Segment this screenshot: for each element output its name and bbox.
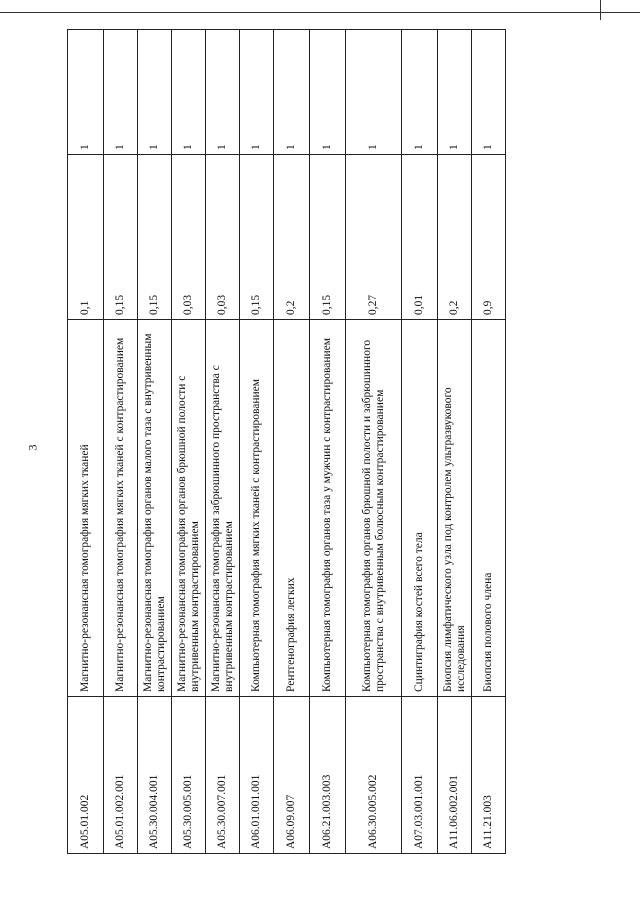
table-row — [68, 30, 104, 854]
service-name: Магнитно-резонансная томография мягких тканей — [68, 320, 104, 697]
multiplicity: 1 — [346, 30, 402, 155]
multiplicity: 1 — [274, 30, 310, 155]
table-row — [274, 30, 310, 854]
page-number: 3 — [25, 444, 40, 451]
frequency-coefficient: 0,15 — [138, 155, 172, 320]
frequency-coefficient: 0,15 — [240, 155, 274, 320]
frequency-coefficient: 0,27 — [346, 155, 402, 320]
service-name: Компьютерная томография мягких тканей с контрастированием — [240, 320, 274, 697]
table-row — [402, 30, 438, 854]
frequency-coefficient: 0,01 — [402, 155, 438, 320]
service-name: Биопсия лимфатического узла под контролем ультразвукового исследования — [438, 320, 472, 697]
multiplicity: 1 — [472, 30, 506, 155]
multiplicity: 1 — [68, 30, 104, 155]
table-row — [438, 30, 472, 854]
service-code: A06.30.005.002 — [346, 697, 402, 854]
table-row — [172, 30, 206, 854]
frequency-coefficient: 0,2 — [438, 155, 472, 320]
service-name: Сцинтиграфия костей всего тела — [402, 320, 438, 697]
service-code: A11.21.003 — [472, 697, 506, 854]
service-name: Магнитно-резонансная томография забрюшинного пространства с внутривенным контрастированием — [206, 320, 240, 697]
services-table — [67, 29, 506, 854]
frequency-coefficient: 0,1 — [68, 155, 104, 320]
frequency-coefficient: 0,9 — [472, 155, 506, 320]
service-code: A05.30.004.001 — [138, 697, 172, 854]
service-code: A05.01.002 — [68, 697, 104, 854]
multiplicity: 1 — [438, 30, 472, 155]
document-table-container — [67, 66, 495, 854]
service-code: A06.01.001.001 — [240, 697, 274, 854]
table-row — [206, 30, 240, 854]
frequency-coefficient: 0,15 — [104, 155, 138, 320]
multiplicity: 1 — [104, 30, 138, 155]
frequency-coefficient: 0,2 — [274, 155, 310, 320]
service-code: A05.30.007.001 — [206, 697, 240, 854]
table-row — [138, 30, 172, 854]
frequency-coefficient: 0,03 — [206, 155, 240, 320]
service-name: Рентгенография легких — [274, 320, 310, 697]
multiplicity: 1 — [172, 30, 206, 155]
service-name: Магнитно-резонансная томография органов брюшной полости с внутривенным контрастированием — [172, 320, 206, 697]
frequency-coefficient: 0,15 — [310, 155, 346, 320]
multiplicity: 1 — [206, 30, 240, 155]
frequency-coefficient: 0,03 — [172, 155, 206, 320]
multiplicity: 1 — [402, 30, 438, 155]
service-name: Магнитно-резонансная томография органов малого таза с внутривенным контрастированием — [138, 320, 172, 697]
service-name: Компьютерная томография органов таза у мужчин с контрастированием — [310, 320, 346, 697]
table-row — [310, 30, 346, 854]
service-code: A11.06.002.001 — [438, 697, 472, 854]
multiplicity: 1 — [138, 30, 172, 155]
service-code: A06.21.003.003 — [310, 697, 346, 854]
service-code: A05.30.005.001 — [172, 697, 206, 854]
service-code: A07.03.001.001 — [402, 697, 438, 854]
service-name: Компьютерная томография органов брюшной полости и забрюшинного пространства с внутривенным болюсным контрастированием — [346, 320, 402, 697]
multiplicity: 1 — [240, 30, 274, 155]
table-row — [104, 30, 138, 854]
scan-edge-top — [0, 12, 640, 13]
service-name: Магнитно-резонансная томография мягких тканей с контрастированием — [104, 320, 138, 697]
service-name: Биопсия полового члена — [472, 320, 506, 697]
scan-edge-right — [600, 0, 601, 20]
multiplicity: 1 — [310, 30, 346, 155]
service-code: A06.09.007 — [274, 697, 310, 854]
services-table-body — [68, 30, 506, 854]
table-row — [346, 30, 402, 854]
table-row — [472, 30, 506, 854]
table-row — [240, 30, 274, 854]
service-code: A05.01.002.001 — [104, 697, 138, 854]
